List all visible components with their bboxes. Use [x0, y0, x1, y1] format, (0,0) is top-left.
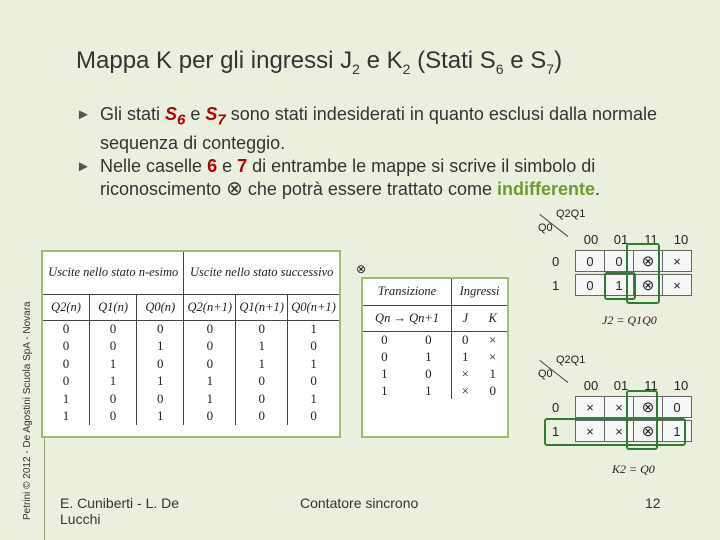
jk-table-cell: 1: [462, 348, 469, 364]
state-table-row: [43, 320, 339, 338]
bullet-1-text: Gli stati $S_6$ e $S_7$ sono stati indesiderati in quanto esclusi dalla normale sequenza di conteggio.: [100, 104, 658, 153]
kmap-k2-left-label: Q0: [538, 368, 553, 380]
kmap-j2-equation: J2 = Q1Q0: [602, 313, 657, 327]
state-table-cell: 0: [236, 390, 288, 408]
kmap-j2: [532, 208, 689, 328]
state-table-cell: 1: [43, 390, 89, 408]
state-table-cell: 1: [43, 408, 89, 426]
state-table-row: [43, 338, 339, 356]
otimes-symbol: ⊗: [356, 262, 367, 276]
state-table-cell: 0: [89, 338, 136, 356]
jk-table-cell: 0: [462, 331, 469, 347]
state-table-row: [43, 355, 339, 373]
jk-table-cell: 0: [489, 382, 496, 398]
kmap-k2-row-0: 0 × × ⊗ 0: [552, 396, 692, 418]
state-table: [41, 250, 341, 438]
bullet-2-text: Nelle caselle 6 e 7 di entrambe le mappe si scrive il simbolo di riconoscimento ⊗ che potrà essere trattato come indifferente.: [100, 155, 600, 200]
state-table-cell: 1: [236, 338, 288, 356]
state-table-head-current: Uscite nello stato n-esimo: [43, 252, 184, 294]
state-table-cell: 1: [310, 321, 317, 336]
jk-head-inputs: Ingressi: [452, 279, 507, 305]
jk-table-row: [363, 382, 507, 399]
side-copyright-text: Petrini © 2012 - De Agostini Scuola SpA - Novara: [22, 301, 33, 520]
jk-table-cell: 0: [406, 331, 452, 348]
state-table-cell: 1: [236, 355, 288, 373]
slide-title: Mappa K per gli ingressi $J_2$ e $K_2$ (Stati $S_6$ e $S_7$): [76, 47, 563, 77]
kmap-k2-frame-b: [544, 418, 686, 446]
state-table-colheads: Q2(n) Q1(n) Q0(n) Q2(n+1) Q1(n+1) Q0(n+1): [43, 294, 339, 320]
jk-table-cell: 0: [381, 348, 388, 364]
footer-title: Contatore sincrono: [300, 495, 419, 511]
jk-col-transition: Qn → Qn+1: [363, 305, 452, 331]
state-table-cell: 0: [310, 408, 317, 424]
side-copyright: [0, 0, 44, 540]
state-table-row: [43, 408, 339, 426]
jk-col-k: K: [478, 305, 507, 331]
jk-table-row: [363, 365, 507, 382]
state-table-head-next: Uscite nello stato successivo: [184, 252, 339, 294]
state-table-cell: 0: [184, 338, 236, 356]
jk-table-cell: 1: [381, 365, 388, 381]
state-table-cell: 0: [236, 373, 288, 391]
kmap-j2-frame-b: [626, 243, 660, 304]
kmap-j2-top-label: Q2Q1: [556, 208, 586, 220]
jk-col-j: J: [452, 305, 479, 331]
jk-table-cell: 0: [381, 331, 388, 347]
state-table-cell: 1: [184, 390, 236, 408]
state-table-row: [43, 373, 339, 391]
state-table-cell: 1: [310, 355, 317, 371]
state-table-cell: 1: [137, 373, 184, 391]
state-table-cell: 0: [137, 355, 184, 373]
jk-table-cell: 1: [489, 365, 496, 381]
state-table-cell: 0: [137, 320, 184, 338]
state-table-cell: 0: [184, 408, 236, 426]
jk-table-cell: ×: [489, 348, 497, 364]
jk-table-cell: ×: [461, 365, 469, 381]
state-table-cell: 0: [43, 355, 89, 373]
state-table-cell: 0: [184, 355, 236, 373]
state-table-cell: 0: [310, 373, 317, 389]
state-table-cell: 0: [43, 320, 89, 338]
bullet-list: [76, 103, 686, 201]
state-table-cell: 0: [236, 408, 288, 426]
state-table-cell: 0: [236, 320, 288, 338]
kmap-k2-equation: K2 = Q0: [612, 462, 655, 476]
jk-head-transition: Transizione: [363, 279, 452, 305]
jk-table: [361, 277, 509, 438]
jk-table-cell: ×: [461, 382, 469, 398]
state-table-cell: 0: [184, 320, 236, 338]
kmap-j2-left-label: Q0: [538, 222, 553, 234]
kmap-k2-row-1: 1 × × ⊗ 1: [552, 420, 692, 442]
state-table-cell: 1: [89, 355, 136, 373]
kmap-j2-row-1: 1 0 1 ⊗ ×: [552, 274, 692, 296]
jk-table-cell: 1: [381, 382, 388, 398]
state-table-cell: 0: [310, 338, 317, 354]
bullet-2: [76, 155, 686, 201]
state-table-cell: 0: [89, 320, 136, 338]
kmap-k2-top-label: Q2Q1: [556, 354, 586, 366]
kmap-k2: [532, 354, 689, 479]
kmap-j2-row-0: 0 0 0 ⊗ ×: [552, 250, 692, 272]
bullet-arrow-icon: ►: [76, 157, 91, 175]
kmap-j2-cols: 00 01 11 10: [583, 232, 689, 247]
state-table-cell: 1: [137, 338, 184, 356]
jk-table-cell: 1: [406, 382, 452, 399]
state-table-cell: 0: [89, 408, 136, 426]
bullet-1: [76, 103, 686, 155]
state-table-cell: 0: [89, 390, 136, 408]
state-table-cell: 0: [137, 390, 184, 408]
jk-table-row: [363, 331, 507, 348]
jk-table-cell: ×: [489, 331, 497, 347]
jk-table-cell: 1: [406, 348, 452, 365]
state-table-cell: 1: [89, 373, 136, 391]
jk-table-row: [363, 348, 507, 365]
state-table-cell: 1: [310, 390, 317, 406]
state-table-cell: 1: [137, 408, 184, 426]
kmap-k2-cols: 00 01 11 10: [583, 378, 689, 393]
state-table-cell: 0: [43, 373, 89, 391]
footer-page-number: 12: [645, 495, 661, 511]
footer-author: E. Cuniberti - L. De Lucchi: [60, 495, 180, 527]
state-table-cell: 0: [43, 338, 89, 356]
jk-table-cell: 0: [406, 365, 452, 382]
bullet-arrow-icon: ►: [76, 106, 91, 123]
state-table-cell: 1: [184, 373, 236, 391]
state-table-row: [43, 390, 339, 408]
